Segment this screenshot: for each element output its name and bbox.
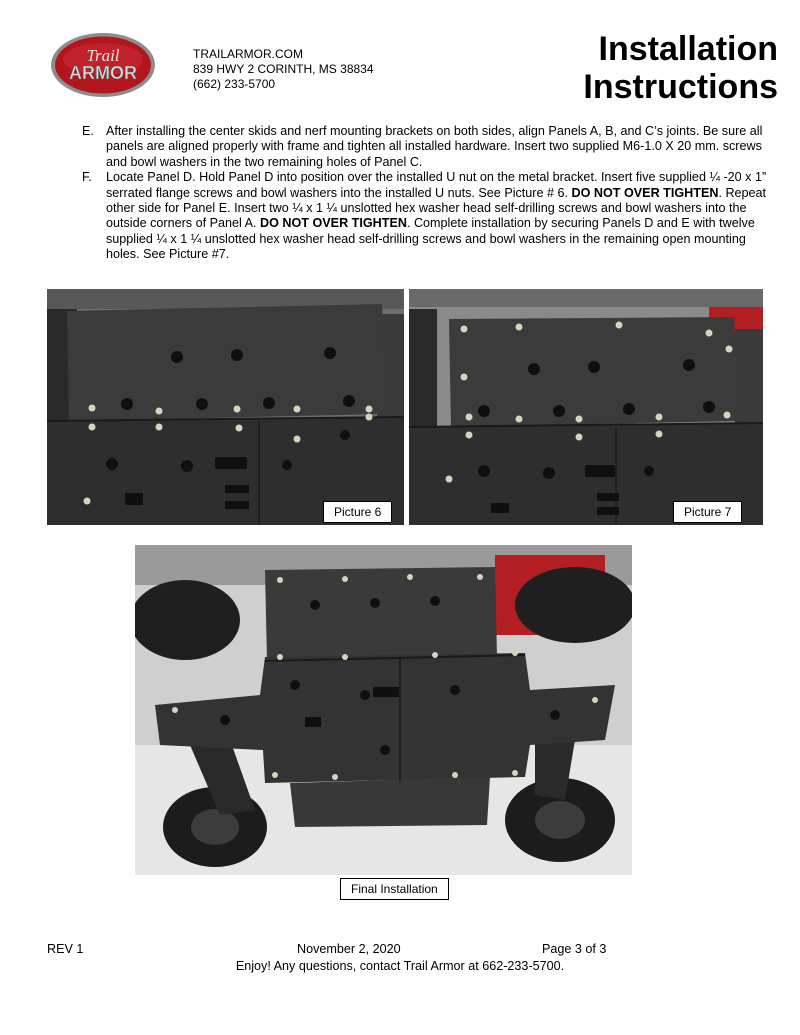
picture-7-caption: Picture 7: [673, 501, 742, 523]
footer-date: November 2, 2020: [297, 942, 401, 956]
picture-6-photo: [47, 289, 404, 525]
step-f-text-1: Locate Panel D. Hold Panel D into position over the installed U nut on the metal bracket. Insert five supplied ¼ -20 x 1” serrated flange screws and bowl washers into the installed U nuts. See Picture # 6.: [106, 170, 767, 200]
step-f-warning-2: DO NOT OVER TIGHTEN: [260, 216, 407, 231]
step-f: [82, 170, 772, 262]
company-address: [193, 47, 374, 92]
step-f-warning-1: DO NOT OVER TIGHTEN: [571, 185, 719, 200]
title-line-2: Instructions: [583, 68, 778, 106]
page-title: [583, 30, 778, 106]
footer-contact: Enjoy! Any questions, contact Trail Armor at 662-233-5700.: [235, 959, 565, 973]
company-website: TRAILARMOR.COM: [193, 47, 304, 61]
picture-7-photo: [409, 289, 763, 525]
step-e-text: After installing the center skids and nerf mounting brackets on both sides, align Panels A, B, and C’s joints. Be sure all panels are aligned properly with frame and tighten all installed hardware. Insert two supplied M6-1.0 X 20 mm. screws and bowl washers in the two remaining holes of Panel C.: [106, 124, 763, 169]
picture-6-caption: Picture 6: [323, 501, 392, 523]
final-installation-caption: Final Installation: [340, 878, 449, 900]
step-e: [82, 124, 772, 170]
step-f-text-3: . Complete installation by securing Panels D and E with twelve supplied ¼ x 1 ¼ unslotted hex washer head self-drilling screws and bowl washers in the remaining open mounting holes. See Picture #7.: [106, 216, 755, 262]
footer-page-number: Page 3 of 3: [542, 942, 607, 956]
step-f-marker: F.: [82, 170, 92, 185]
step-e-marker: E.: [82, 124, 94, 138]
svg-text:Trail: Trail: [86, 46, 120, 65]
footer-revision: REV 1: [47, 942, 84, 956]
svg-text:ARMOR: ARMOR: [69, 63, 137, 83]
final-installation-photo: [135, 545, 632, 875]
title-line-1: Installation: [598, 30, 778, 68]
trail-armor-logo: [50, 32, 156, 98]
company-street: 839 HWY 2 CORINTH, MS 38834: [193, 62, 374, 76]
step-f-text-2: . Repeat other side for Panel E. Insert two ¼ x 1 ¼ unslotted hex washer head self-drilling screws and bowl washers into the outside corners of Panel A.: [106, 185, 767, 231]
company-phone: (662) 233-5700: [193, 77, 276, 91]
instruction-steps: [82, 124, 772, 263]
